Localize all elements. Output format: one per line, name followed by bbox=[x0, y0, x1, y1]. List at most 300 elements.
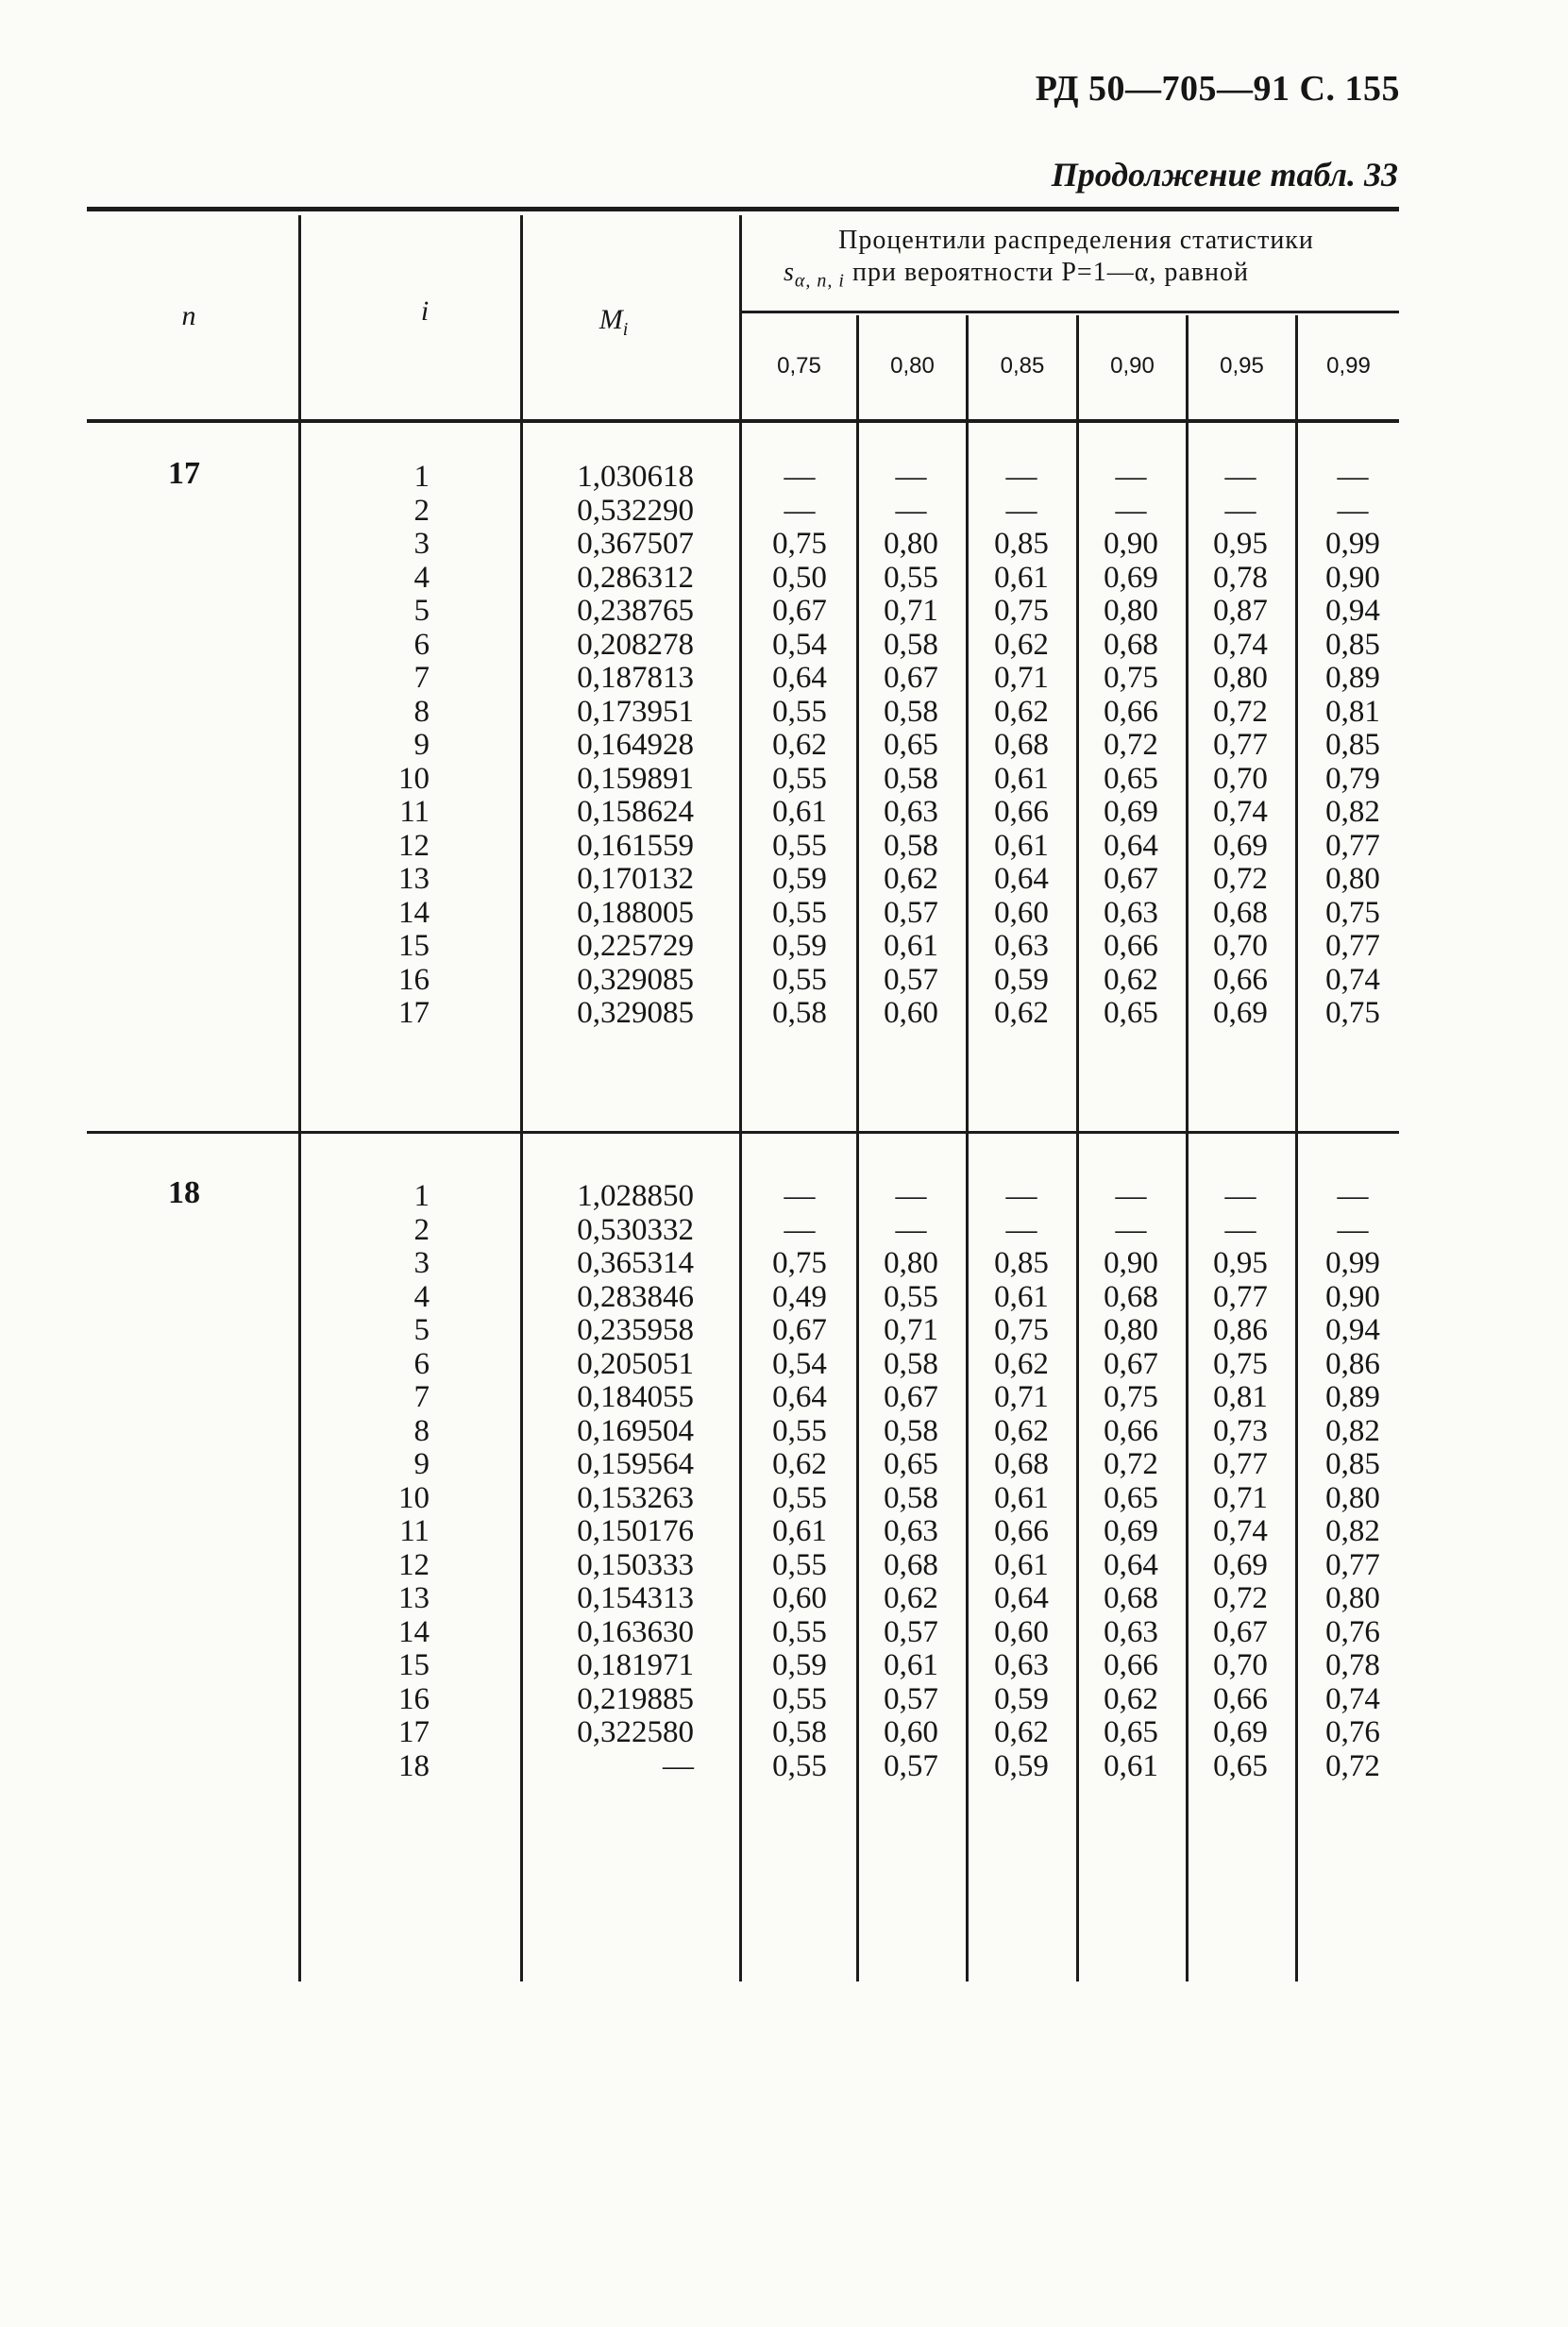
table-cell: — bbox=[1224, 460, 1256, 494]
table-cell: 0,60 bbox=[994, 895, 1049, 930]
table-cell: 0,75 bbox=[994, 594, 1049, 628]
table-cell: 0,85 bbox=[994, 1246, 1049, 1280]
table-cell: 0,71 bbox=[884, 1313, 938, 1347]
table-cell: 0,286312 bbox=[577, 560, 694, 595]
table-cell: 0,80 bbox=[1325, 1581, 1380, 1615]
table-cell: 0,85 bbox=[1325, 1447, 1380, 1481]
table-cell: 0,69 bbox=[1213, 996, 1268, 1030]
column-rule bbox=[1076, 315, 1079, 1981]
table-cell: 0,72 bbox=[1213, 694, 1268, 729]
column-rule bbox=[739, 215, 742, 1981]
table-cell: — bbox=[1115, 1212, 1147, 1247]
header-bottom-rule bbox=[87, 419, 1399, 423]
table-cell: 0,150176 bbox=[577, 1514, 694, 1548]
header-sub-rule bbox=[742, 311, 1399, 313]
table-cell: 0,65 bbox=[1104, 1715, 1158, 1749]
table-cell: 0,159564 bbox=[577, 1447, 694, 1481]
table-cell: 0,63 bbox=[1104, 895, 1158, 930]
table-cell: 10 bbox=[398, 1480, 430, 1515]
table-cell: 0,77 bbox=[1213, 1447, 1268, 1481]
table-cell: 0,55 bbox=[772, 1614, 827, 1649]
table-cell: 0,62 bbox=[772, 728, 827, 762]
table-cell: 0,55 bbox=[772, 1413, 827, 1448]
table-cell: 0,65 bbox=[1104, 1480, 1158, 1515]
table-cell: 0,170132 bbox=[577, 862, 694, 896]
table-cell: 0,66 bbox=[1104, 1413, 1158, 1448]
table-cell: 0,153263 bbox=[577, 1480, 694, 1515]
table-cell: 0,76 bbox=[1325, 1614, 1380, 1649]
table-cell: 0,55 bbox=[772, 1480, 827, 1515]
table-cell: 16 bbox=[398, 1681, 430, 1716]
table-cell: 0,219885 bbox=[577, 1681, 694, 1716]
table-cell: 0,61 bbox=[1104, 1748, 1158, 1783]
table-cell: 0,62 bbox=[994, 627, 1049, 662]
table-cell: 0,187813 bbox=[577, 661, 694, 695]
header-m-subscript: i bbox=[622, 319, 629, 340]
table-cell: 0,74 bbox=[1213, 1514, 1268, 1548]
table-cell: 0,61 bbox=[884, 929, 938, 963]
table-cell: 0,75 bbox=[1104, 1380, 1158, 1414]
percentiles-title-line2-text: при вероятности P=1—α, равной bbox=[851, 258, 1249, 287]
table-cell: 7 bbox=[413, 661, 430, 695]
table-cell: 0,188005 bbox=[577, 895, 694, 930]
table-cell: — bbox=[1005, 1212, 1037, 1247]
table-cell: 1 bbox=[413, 1179, 430, 1213]
table-cell: 16 bbox=[398, 962, 430, 997]
table-cell: 0,70 bbox=[1213, 761, 1268, 796]
col-p090 bbox=[1084, 1180, 1178, 1783]
table-cell: 0,82 bbox=[1325, 1413, 1380, 1448]
table-cell: 0,68 bbox=[1104, 1581, 1158, 1615]
table-cell: 0,225729 bbox=[577, 929, 694, 963]
prob-085: 0,85 bbox=[1000, 353, 1045, 379]
table-cell: — bbox=[895, 493, 927, 528]
col-i bbox=[363, 1180, 430, 1783]
prob-080: 0,80 bbox=[890, 353, 935, 379]
col-m bbox=[543, 1180, 694, 1783]
table-cell: 6 bbox=[413, 627, 430, 662]
table-cell: 0,69 bbox=[1104, 795, 1158, 829]
table-cell: 0,69 bbox=[1104, 1514, 1158, 1548]
percentiles-title-line2 bbox=[755, 257, 1397, 297]
table-cell: 0,61 bbox=[884, 1648, 938, 1682]
table-cell: 0,82 bbox=[1325, 795, 1380, 829]
table-cell: 0,95 bbox=[1213, 527, 1268, 561]
table-cell: — bbox=[1115, 460, 1147, 494]
table-cell: 0,55 bbox=[772, 895, 827, 930]
table-cell: 0,55 bbox=[772, 962, 827, 997]
table-cell: 0,64 bbox=[1104, 828, 1158, 863]
table-cell: 3 bbox=[413, 1246, 430, 1280]
col-p099 bbox=[1306, 1180, 1400, 1783]
col-m bbox=[543, 461, 694, 1031]
col-p090 bbox=[1084, 461, 1178, 1031]
table-cell: 0,532290 bbox=[577, 493, 694, 528]
table-cell: 0,205051 bbox=[577, 1346, 694, 1381]
table-cell: 0,66 bbox=[994, 1514, 1049, 1548]
table-cell: 0,64 bbox=[994, 1581, 1049, 1615]
table-cell: 0,66 bbox=[994, 795, 1049, 829]
table-cell: 0,78 bbox=[1325, 1648, 1380, 1682]
table-cell: 0,50 bbox=[772, 560, 827, 595]
table-cell: 0,57 bbox=[884, 1614, 938, 1649]
percentiles-title bbox=[755, 225, 1397, 297]
table-cell: 0,65 bbox=[1213, 1748, 1268, 1783]
table-cell: — bbox=[1005, 493, 1037, 528]
table-cell: 2 bbox=[413, 493, 430, 528]
table-cell: 0,85 bbox=[1325, 627, 1380, 662]
table-cell: 0,62 bbox=[994, 996, 1049, 1030]
table-cell: 0,69 bbox=[1213, 1547, 1268, 1582]
table-cell: 0,65 bbox=[1104, 996, 1158, 1030]
table-cell: 0,58 bbox=[884, 1413, 938, 1448]
table-cell: 0,58 bbox=[884, 1480, 938, 1515]
table-cell: 11 bbox=[399, 795, 430, 829]
header-m bbox=[557, 304, 670, 341]
table-cell: 0,90 bbox=[1325, 1279, 1380, 1314]
percentiles-title-line1: Процентили распределения статистики bbox=[838, 226, 1314, 255]
table-cell: 0,69 bbox=[1104, 560, 1158, 595]
table-cell: 0,59 bbox=[772, 929, 827, 963]
table-cell: 0,58 bbox=[884, 1346, 938, 1381]
table-cell: 0,58 bbox=[884, 761, 938, 796]
table-cell: 0,61 bbox=[772, 1514, 827, 1548]
table-cell: — bbox=[1115, 1179, 1147, 1213]
table-cell: 0,67 bbox=[1104, 1346, 1158, 1381]
table-cell: — bbox=[784, 1179, 816, 1213]
table-cell: 0,63 bbox=[884, 1514, 938, 1548]
table-cell: — bbox=[663, 1748, 694, 1783]
table-cell: 0,80 bbox=[884, 1246, 938, 1280]
table-cell: 0,54 bbox=[772, 627, 827, 662]
table-cell: 0,66 bbox=[1213, 962, 1268, 997]
table-cell: 0,57 bbox=[884, 962, 938, 997]
col-p075 bbox=[752, 461, 847, 1031]
table-cell: 0,67 bbox=[1104, 862, 1158, 896]
table-cell: 0,99 bbox=[1325, 1246, 1380, 1280]
table-cell: 0,61 bbox=[994, 560, 1049, 595]
table-cell: 0,68 bbox=[994, 728, 1049, 762]
table-cell: 0,60 bbox=[884, 996, 938, 1030]
table-cell: 0,81 bbox=[1213, 1380, 1268, 1414]
table-cell: 0,89 bbox=[1325, 661, 1380, 695]
table-cell: 0,80 bbox=[1104, 594, 1158, 628]
table-cell: 0,77 bbox=[1325, 1547, 1380, 1582]
table-cell: 17 bbox=[398, 996, 430, 1030]
table-cell: 0,70 bbox=[1213, 1648, 1268, 1682]
table-cell: 0,82 bbox=[1325, 1514, 1380, 1548]
table-cell: 0,235958 bbox=[577, 1313, 694, 1347]
group-n-17: 17 bbox=[168, 456, 200, 491]
table-cell: 0,54 bbox=[772, 1346, 827, 1381]
table-cell: — bbox=[1005, 1179, 1037, 1213]
table-cell: 0,74 bbox=[1213, 795, 1268, 829]
prob-095: 0,95 bbox=[1220, 353, 1264, 379]
group-separator-rule bbox=[87, 1131, 1399, 1134]
table-cell: 0,367507 bbox=[577, 527, 694, 561]
table-cell: 0,55 bbox=[772, 1681, 827, 1716]
table-cell: 0,58 bbox=[884, 627, 938, 662]
table-cell: 0,75 bbox=[1325, 996, 1380, 1030]
table-cell: 0,67 bbox=[772, 594, 827, 628]
table-cell: 0,55 bbox=[772, 694, 827, 729]
col-p080 bbox=[864, 461, 958, 1031]
col-p085 bbox=[974, 1180, 1069, 1783]
table-cell: 0,71 bbox=[884, 594, 938, 628]
table-cell: 0,57 bbox=[884, 1681, 938, 1716]
table-cell: 7 bbox=[413, 1380, 430, 1414]
table-cell: 9 bbox=[413, 728, 430, 762]
table-cell: — bbox=[1115, 493, 1147, 528]
table-cell: 0,61 bbox=[994, 1480, 1049, 1515]
table-cell: 1,030618 bbox=[577, 460, 694, 494]
table-cell: 0,69 bbox=[1213, 828, 1268, 863]
table-cell: 0,55 bbox=[772, 828, 827, 863]
table-cell: 0,74 bbox=[1213, 627, 1268, 662]
table-cell: 0,159891 bbox=[577, 761, 694, 796]
table-cell: 1,028850 bbox=[577, 1179, 694, 1213]
table-cell: 0,49 bbox=[772, 1279, 827, 1314]
header-i: i bbox=[420, 295, 430, 327]
col-p085 bbox=[974, 461, 1069, 1031]
table-cell: 0,67 bbox=[772, 1313, 827, 1347]
table-cell: 0,72 bbox=[1213, 1581, 1268, 1615]
table-cell: 0,59 bbox=[772, 862, 827, 896]
table-cell: — bbox=[1337, 460, 1369, 494]
page-header: РД 50—705—91 С. 155 bbox=[1035, 69, 1400, 109]
table-cell: 0,161559 bbox=[577, 828, 694, 863]
table-cell: 0,55 bbox=[772, 1748, 827, 1783]
table-cell: 0,69 bbox=[1213, 1715, 1268, 1749]
table-cell: 0,62 bbox=[994, 1715, 1049, 1749]
table-cell: 0,65 bbox=[884, 728, 938, 762]
table-cell: 0,58 bbox=[884, 694, 938, 729]
table-cell: 0,66 bbox=[1104, 694, 1158, 729]
table-cell: 0,70 bbox=[1213, 929, 1268, 963]
table-cell: 0,59 bbox=[772, 1648, 827, 1682]
table-cell: 0,61 bbox=[994, 828, 1049, 863]
table-cell: 0,55 bbox=[884, 1279, 938, 1314]
table-cell: 0,68 bbox=[994, 1447, 1049, 1481]
table-cell: 0,66 bbox=[1104, 929, 1158, 963]
table-cell: 0,208278 bbox=[577, 627, 694, 662]
table-cell: 0,62 bbox=[1104, 1681, 1158, 1716]
table-cell: — bbox=[1337, 1179, 1369, 1213]
table-cell: 0,150333 bbox=[577, 1547, 694, 1582]
table-cell: 3 bbox=[413, 527, 430, 561]
table-cell: 5 bbox=[413, 1313, 430, 1347]
table-cell: 0,61 bbox=[994, 1279, 1049, 1314]
table-cell: 15 bbox=[398, 1648, 430, 1682]
table-cell: 0,74 bbox=[1325, 962, 1380, 997]
table-cell: 0,67 bbox=[1213, 1614, 1268, 1649]
stat-subscript: α, n, i bbox=[794, 270, 845, 292]
table-cell: — bbox=[784, 493, 816, 528]
table-cell: 0,62 bbox=[994, 1413, 1049, 1448]
table-cell: 4 bbox=[413, 1279, 430, 1314]
table-cell: 0,77 bbox=[1213, 728, 1268, 762]
table-cell: 0,62 bbox=[1104, 962, 1158, 997]
table-cell: 0,63 bbox=[994, 1648, 1049, 1682]
column-rule bbox=[856, 315, 859, 1981]
table-cell: — bbox=[1224, 1212, 1256, 1247]
table-cell: 0,77 bbox=[1325, 929, 1380, 963]
table-cell: — bbox=[1337, 493, 1369, 528]
table-cell: 0,79 bbox=[1325, 761, 1380, 796]
col-p099 bbox=[1306, 461, 1400, 1031]
table-cell: 0,530332 bbox=[577, 1212, 694, 1247]
table-cell: — bbox=[1337, 1212, 1369, 1247]
table-cell: 0,169504 bbox=[577, 1413, 694, 1448]
column-rule bbox=[966, 315, 969, 1981]
table-cell: 2 bbox=[413, 1212, 430, 1247]
table-cell: 0,75 bbox=[1325, 895, 1380, 930]
table-cell: 0,62 bbox=[884, 862, 938, 896]
table-cell: 0,78 bbox=[1213, 560, 1268, 595]
table-cell: 0,71 bbox=[994, 1380, 1049, 1414]
table-cell: 18 bbox=[398, 1748, 430, 1783]
table-cell: 0,329085 bbox=[577, 996, 694, 1030]
col-p095 bbox=[1193, 461, 1288, 1031]
table-cell: 0,59 bbox=[994, 1748, 1049, 1783]
table-cell: — bbox=[784, 460, 816, 494]
table-cell: 0,64 bbox=[994, 862, 1049, 896]
table-cell: — bbox=[1005, 460, 1037, 494]
table-cell: 0,68 bbox=[1104, 1279, 1158, 1314]
table-cell: 11 bbox=[399, 1514, 430, 1548]
prob-099: 0,99 bbox=[1326, 353, 1371, 379]
table-continuation-title: Продолжение табл. 33 bbox=[1051, 156, 1398, 194]
table-cell: 0,55 bbox=[772, 1547, 827, 1582]
table-cell: 0,75 bbox=[772, 1246, 827, 1280]
table-cell: 0,64 bbox=[1104, 1547, 1158, 1582]
table-cell: 0,71 bbox=[994, 661, 1049, 695]
table-cell: 0,238765 bbox=[577, 594, 694, 628]
table-cell: 0,90 bbox=[1104, 527, 1158, 561]
table-cell: 0,89 bbox=[1325, 1380, 1380, 1414]
table-cell: 0,59 bbox=[994, 962, 1049, 997]
table-cell: 0,283846 bbox=[577, 1279, 694, 1314]
table-cell: 8 bbox=[413, 694, 430, 729]
header-m-symbol: M bbox=[599, 304, 623, 335]
table-cell: 0,60 bbox=[772, 1581, 827, 1615]
table-cell: 0,72 bbox=[1325, 1748, 1380, 1783]
column-rule bbox=[520, 215, 523, 1981]
table-cell: 0,322580 bbox=[577, 1715, 694, 1749]
table-cell: 4 bbox=[413, 560, 430, 595]
table-cell: 0,64 bbox=[772, 1380, 827, 1414]
table-cell: 0,57 bbox=[884, 895, 938, 930]
table-cell: 0,74 bbox=[1325, 1681, 1380, 1716]
table-cell: 15 bbox=[398, 929, 430, 963]
table-cell: 0,58 bbox=[772, 996, 827, 1030]
table-cell: 0,66 bbox=[1104, 1648, 1158, 1682]
table-top-rule bbox=[87, 207, 1399, 211]
table-cell: 5 bbox=[413, 594, 430, 628]
table-cell: 0,80 bbox=[1104, 1313, 1158, 1347]
col-p080 bbox=[864, 1180, 958, 1783]
table-cell: 0,77 bbox=[1213, 1279, 1268, 1314]
col-p095 bbox=[1193, 1180, 1288, 1783]
table-cell: 0,95 bbox=[1213, 1246, 1268, 1280]
table-cell: 0,61 bbox=[994, 1547, 1049, 1582]
table-cell: 0,163630 bbox=[577, 1614, 694, 1649]
table-cell: 0,94 bbox=[1325, 594, 1380, 628]
table-cell: 0,58 bbox=[884, 828, 938, 863]
table-cell: 0,184055 bbox=[577, 1380, 694, 1414]
table-cell: 0,94 bbox=[1325, 1313, 1380, 1347]
table-cell: 0,55 bbox=[772, 761, 827, 796]
table-cell: 0,80 bbox=[1325, 1480, 1380, 1515]
table-cell: — bbox=[1224, 1179, 1256, 1213]
table-cell: — bbox=[895, 460, 927, 494]
table-cell: 0,164928 bbox=[577, 728, 694, 762]
table-cell: 0,62 bbox=[994, 694, 1049, 729]
table-cell: 0,90 bbox=[1104, 1246, 1158, 1280]
table-cell: 14 bbox=[398, 895, 430, 930]
table-cell: 0,68 bbox=[884, 1547, 938, 1582]
table-cell: 0,99 bbox=[1325, 527, 1380, 561]
group-n-18: 18 bbox=[168, 1175, 200, 1210]
table-cell: 0,60 bbox=[994, 1614, 1049, 1649]
table-cell: 0,80 bbox=[1325, 862, 1380, 896]
table-cell: 0,55 bbox=[884, 560, 938, 595]
table-cell: 0,71 bbox=[1213, 1480, 1268, 1515]
table-cell: 0,75 bbox=[772, 527, 827, 561]
table-cell: 0,173951 bbox=[577, 694, 694, 729]
table-cell: 0,86 bbox=[1325, 1346, 1380, 1381]
table-cell: — bbox=[895, 1212, 927, 1247]
table-cell: 17 bbox=[398, 1715, 430, 1749]
table-cell: 0,329085 bbox=[577, 962, 694, 997]
table-cell: 0,87 bbox=[1213, 594, 1268, 628]
table-cell: 0,73 bbox=[1213, 1413, 1268, 1448]
table-cell: 0,65 bbox=[1104, 761, 1158, 796]
table-cell: 0,75 bbox=[1213, 1346, 1268, 1381]
table-cell: 0,75 bbox=[1104, 661, 1158, 695]
table-cell: 0,72 bbox=[1104, 1447, 1158, 1481]
prob-075: 0,75 bbox=[777, 353, 821, 379]
table-cell: 0,59 bbox=[994, 1681, 1049, 1716]
table-cell: 0,158624 bbox=[577, 795, 694, 829]
table-cell: 0,63 bbox=[884, 795, 938, 829]
table-cell: — bbox=[784, 1212, 816, 1247]
table-cell: 0,66 bbox=[1213, 1681, 1268, 1716]
table-cell: 0,63 bbox=[994, 929, 1049, 963]
table-cell: 6 bbox=[413, 1346, 430, 1381]
table-cell: 0,67 bbox=[884, 1380, 938, 1414]
table-cell: 14 bbox=[398, 1614, 430, 1649]
table-cell: 0,61 bbox=[772, 795, 827, 829]
table-cell: 9 bbox=[413, 1447, 430, 1481]
table-cell: 0,81 bbox=[1325, 694, 1380, 729]
table-cell: 0,76 bbox=[1325, 1715, 1380, 1749]
table-cell: 8 bbox=[413, 1413, 430, 1448]
table-cell: 0,63 bbox=[1104, 1614, 1158, 1649]
table-cell: 0,61 bbox=[994, 761, 1049, 796]
table-cell: — bbox=[1224, 493, 1256, 528]
table-cell: 0,72 bbox=[1104, 728, 1158, 762]
table-cell: 0,62 bbox=[772, 1447, 827, 1481]
table-cell: 0,85 bbox=[994, 527, 1049, 561]
table-cell: 0,365314 bbox=[577, 1246, 694, 1280]
table-cell: 12 bbox=[398, 828, 430, 863]
stat-symbol: s bbox=[784, 258, 795, 287]
table-cell: 0,58 bbox=[772, 1715, 827, 1749]
table-cell: 0,62 bbox=[884, 1581, 938, 1615]
table-cell: 13 bbox=[398, 862, 430, 896]
table-cell: 0,72 bbox=[1213, 862, 1268, 896]
